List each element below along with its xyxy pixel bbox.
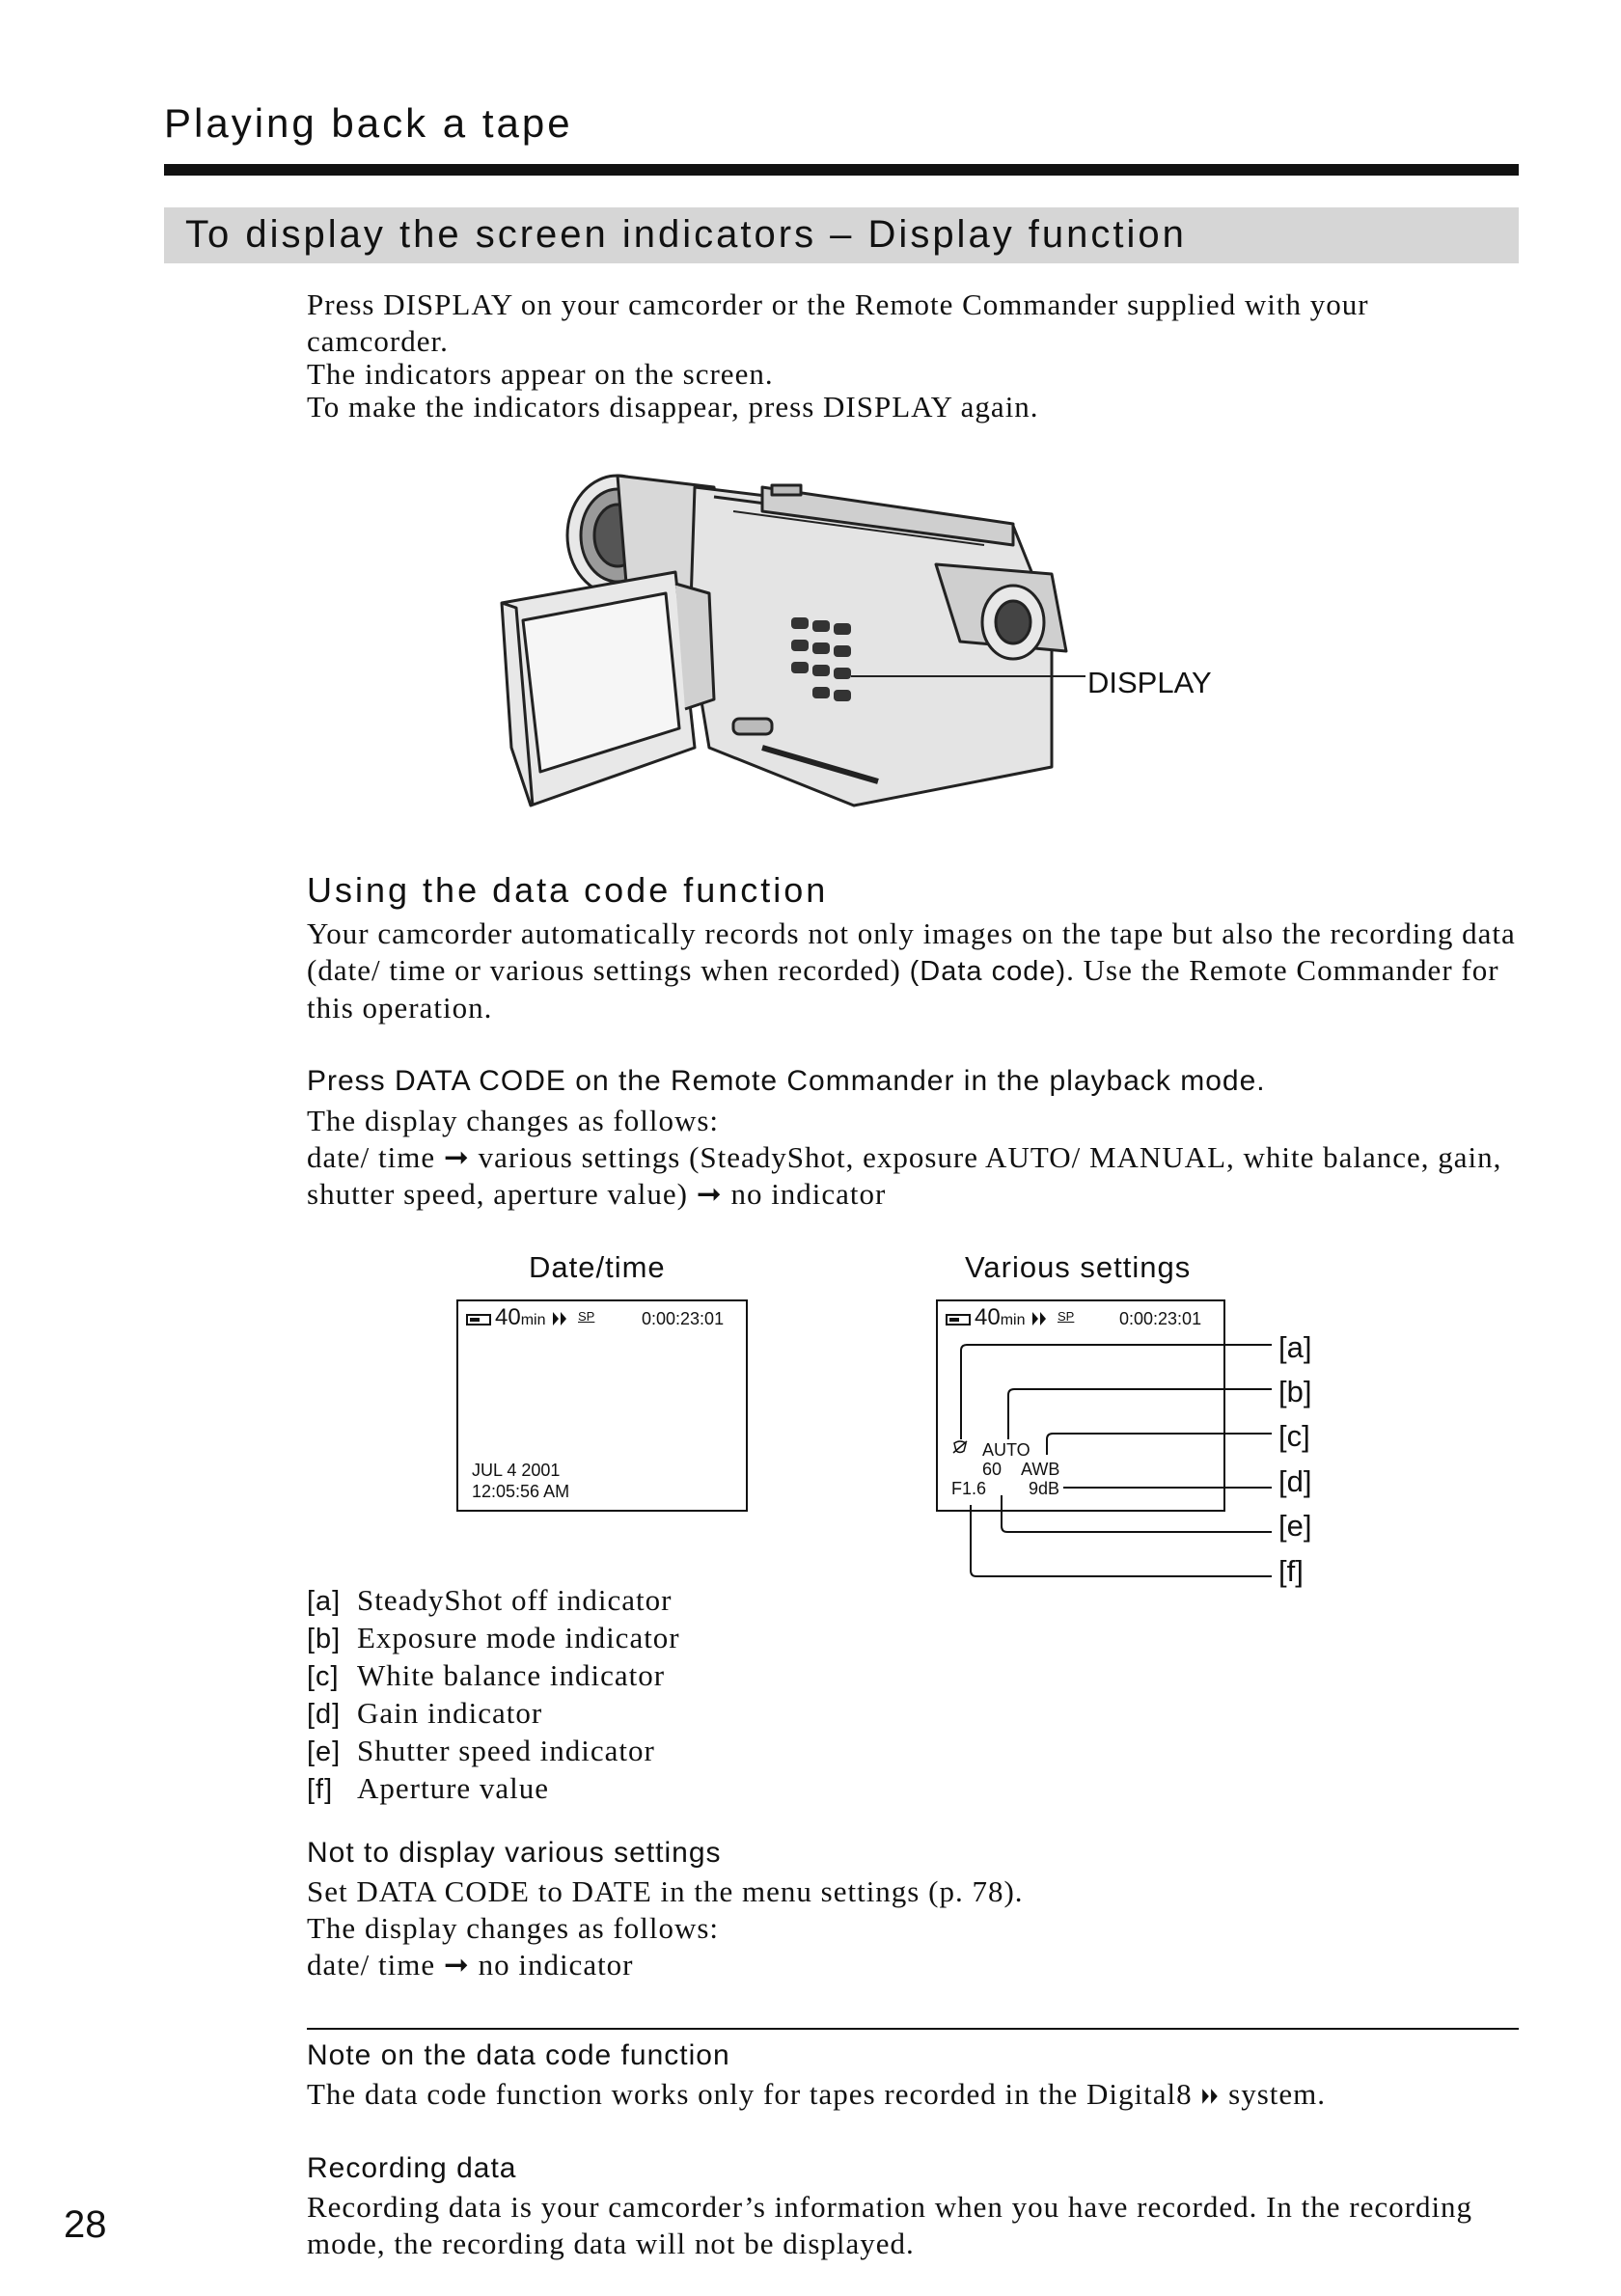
callout-line-c	[1047, 1434, 1272, 1455]
step-line-1: The display changes as follows:	[307, 1104, 720, 1137]
callout-line-e	[1002, 1495, 1272, 1532]
legend-text: White balance indicator	[357, 1658, 666, 1692]
legend-key: [b]	[307, 1624, 342, 1654]
legend-text: Exposure mode indicator	[357, 1621, 680, 1654]
arrow-icon: ➞	[696, 1177, 723, 1211]
data-code-text-a: Your camcorder automatically records not only images on the tape but also the recording data (date/ time or various settings when recorded)	[307, 916, 1516, 987]
legend-row	[307, 1620, 680, 1657]
legend-row	[307, 1657, 680, 1695]
legend-key: [d]	[307, 1699, 342, 1730]
legend-text: Aperture value	[357, 1771, 550, 1805]
not-display-line-2: The display changes as follows:	[307, 1911, 720, 1945]
callout-c: [c]	[1278, 1419, 1310, 1453]
aperture-value: F1.6	[951, 1479, 987, 1498]
data-code-text-c: . Use the Remote Commander for this operation.	[307, 953, 1499, 1025]
digital8-icon	[1030, 1311, 1048, 1331]
step-heading: Press DATA CODE on the Remote Commander in the playback mode.	[307, 1065, 1266, 1097]
legend-text: SteadyShot off indicator	[357, 1583, 673, 1617]
callout-line-b	[1008, 1389, 1272, 1439]
legend-text: Shutter speed indicator	[357, 1734, 655, 1767]
legend-key: [a]	[307, 1586, 342, 1617]
legend-key: [e]	[307, 1736, 342, 1767]
intro-text	[307, 287, 1519, 425]
note-heading: Note on the data code function	[307, 2039, 730, 2071]
arrow-icon: ➞	[443, 1140, 470, 1174]
tape-minutes-unit: min	[520, 1312, 546, 1328]
callout-line-f	[971, 1505, 1272, 1576]
note-body	[307, 2076, 1519, 2113]
callout-a: [a]	[1278, 1330, 1312, 1364]
legend-key: [f]	[307, 1774, 334, 1805]
callout-f: [f]	[1278, 1554, 1304, 1588]
cassette-icon	[466, 1314, 491, 1326]
not-display-line-3	[307, 1947, 1519, 1983]
not-display-body	[307, 1873, 1519, 1983]
data-code-term: (Data code)	[909, 956, 1067, 987]
shutter-speed-value: 60	[982, 1460, 1003, 1479]
intro-line-1: Press DISPLAY on your camcorder or the Remote Commander supplied with your camcorder.	[307, 287, 1369, 358]
arrow-icon: ➞	[443, 1948, 470, 1982]
tape-remaining-indicator	[466, 1313, 491, 1330]
recorded-time: 12:05:56 AM	[472, 1482, 570, 1501]
white-balance-value: AWB	[1021, 1460, 1060, 1479]
legend-row	[307, 1770, 680, 1808]
note-text-b: system.	[1220, 2077, 1327, 2111]
intro-line-2: The indicators appear on the screen.	[307, 357, 774, 391]
sp-mode: SP	[1058, 1309, 1075, 1324]
callout-lines	[926, 1331, 1274, 1582]
callout-b: [b]	[1278, 1375, 1312, 1408]
header-rule	[164, 164, 1519, 176]
recording-heading: Recording data	[307, 2152, 517, 2184]
callout-d: [d]	[1278, 1464, 1312, 1498]
data-code-paragraph	[307, 916, 1519, 1026]
not-display-line-3-a: date/ time	[307, 1948, 444, 1982]
cassette-icon	[946, 1314, 971, 1326]
not-display-heading: Not to display various settings	[307, 1837, 722, 1869]
note-rule	[307, 2028, 1519, 2030]
data-code-heading: Using the data code function	[307, 870, 829, 910]
intro-line-3: To make the indicators disappear, press DISPLAY again.	[307, 390, 1039, 424]
legend-row	[307, 1695, 680, 1733]
indicator-legend	[307, 1582, 680, 1808]
tape-minutes: 40	[975, 1304, 1001, 1330]
step-body	[307, 1103, 1519, 1213]
not-display-line-3-b: no indicator	[469, 1948, 634, 1982]
legend-row	[307, 1733, 680, 1770]
title-band	[164, 207, 1519, 263]
caption-various-settings: Various settings	[965, 1250, 1192, 1284]
camcorder-illustration	[473, 458, 1090, 825]
step-line-2	[307, 1139, 1519, 1213]
tape-minutes: 40	[495, 1304, 521, 1330]
step-line-2-a: date/ time	[307, 1140, 444, 1174]
display-button-label: DISPLAY	[1087, 666, 1212, 699]
callout-e: [e]	[1278, 1509, 1312, 1543]
page-number: 28	[64, 2203, 107, 2246]
section-header: Playing back a tape	[164, 100, 573, 146]
legend-row	[307, 1582, 680, 1620]
recording-text: Recording data is your camcorder’s information when you have recorded. In the recording mode, the recording data will not be displayed.	[307, 2190, 1473, 2260]
gain-value: 9dB	[1029, 1479, 1060, 1498]
tape-minutes-unit: min	[1000, 1312, 1026, 1328]
digital8-icon	[551, 1311, 568, 1331]
screen-date-time	[456, 1299, 748, 1512]
not-display-line-1: Set DATA CODE to DATE in the menu settings (p. 78).	[307, 1874, 1024, 1908]
timecode: 0:00:23:01	[1119, 1309, 1202, 1328]
data-code-paragraph-text	[307, 916, 1519, 1026]
note-text-a: The data code function works only for tapes recorded in the Digital8	[307, 2077, 1201, 2111]
step-line-2-b: various settings (SteadyShot, exposure AUTO/ MANUAL, white balance, gain, shutter speed, aperture value)	[307, 1140, 1502, 1211]
sp-mode: SP	[578, 1309, 595, 1324]
legend-text: Gain indicator	[357, 1696, 543, 1730]
timecode: 0:00:23:01	[642, 1309, 725, 1328]
recorded-date: JUL 4 2001	[472, 1461, 561, 1480]
tape-remaining-indicator	[946, 1313, 971, 1330]
note-text	[307, 2076, 1519, 2113]
legend-key: [c]	[307, 1661, 340, 1692]
page-title: To display the screen indicators – Display function	[185, 213, 1187, 256]
caption-date-time: Date/time	[529, 1250, 666, 1284]
recording-body	[307, 2189, 1519, 2262]
exposure-mode-value: AUTO	[982, 1440, 1030, 1460]
step-line-2-c: no indicator	[722, 1177, 887, 1211]
digital8-icon	[1200, 2086, 1220, 2107]
